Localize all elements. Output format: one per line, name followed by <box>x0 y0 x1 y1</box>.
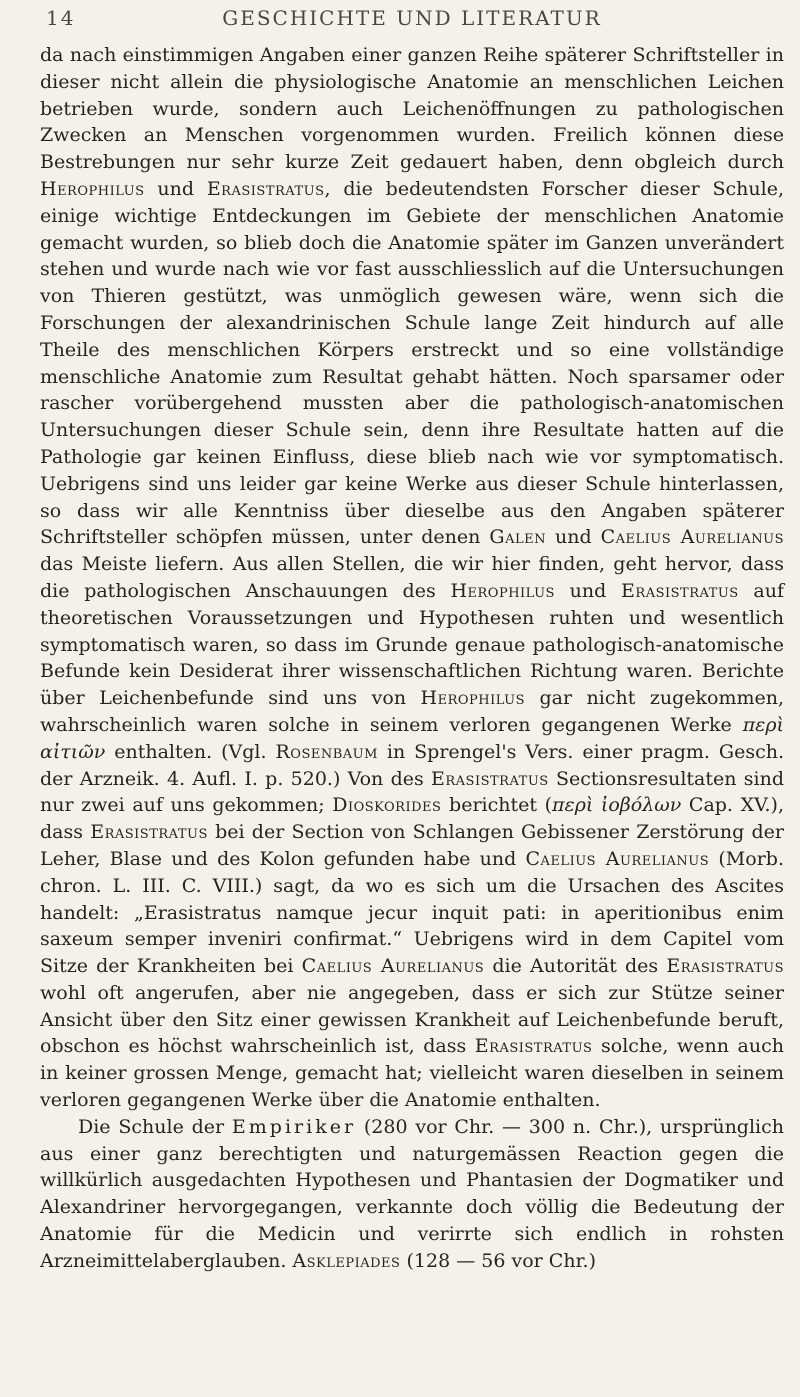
name-erasistratus: Erasistratus <box>666 955 784 978</box>
name-herophilus: Herophilus <box>420 687 526 710</box>
name-herophilus: Herophilus <box>40 177 145 200</box>
greek-title-peri-iobolon: περὶ ἰοβόλων <box>552 794 682 817</box>
name-asklepiades: Asklepiades <box>292 1249 401 1272</box>
name-galen: Galen <box>489 526 546 549</box>
name-erasistratus: Erasistratus <box>621 579 739 602</box>
name-erasistratus: Erasistratus <box>90 821 208 844</box>
greek-title-peri-aition: περὶ αἰτιῶν <box>40 713 784 763</box>
body-text <box>40 42 784 1275</box>
page-number: 14 <box>46 6 76 30</box>
running-title: GESCHICHTE UND LITERATUR <box>222 6 602 30</box>
term-empiriker: Empiriker <box>231 1115 357 1138</box>
running-head <box>40 6 784 42</box>
name-herophilus: Herophilus <box>450 579 555 602</box>
paragraph-alexandrian-school: da nach einstimmigen Angaben einer ganzen Reihe späterer Schriftsteller in dieser nicht allein die physiologische Anatomie an menschlichen Leichen betrieben wurde, sondern auch Leichenöffnungen zu pathologischen Zwecken an Menschen vorgenommen wurden. Freilich können diese Bestrebungen nur sehr kurze Zeit gedauert haben, denn obgleich durch Herophilus und Erasistratus, die bedeutendsten Forscher dieser Schule, einige wichtige Entdeckungen im Gebiete der menschlichen Anatomie gemacht wurden, so blieb doch die Anatomie später im Ganzen unverändert stehen und wurde nach wie vor fast ausschliesslich auf die Untersuchungen von Thieren gestützt, was unmöglich gewesen wäre, wenn sich die Forschungen der alexandrinischen Schule lange Zeit hindurch auf alle Theile des menschlichen Körpers erstreckt und so eine vollständige menschliche Anatomie zum Resultat gehabt hätten. Noch sparsamer oder rascher vorübergehend mussten aber die pathologisch-anatomischen Untersuchungen dieser Schule sein, denn ihre Resultate hatten auf die Pathologie gar keinen Einfluss, diese blieb nach wie vor symptomatisch. Uebrigens sind uns leider gar keine Werke aus dieser Schule hinterlassen, so dass wir alle Kenntniss über dieselbe aus den Angaben späterer Schriftsteller schöpfen müssen, unter denen Galen und Caelius Aurelianus das Meiste liefern. Aus allen Stellen, die wir hier finden, geht hervor, dass die pathologischen Anschauungen des Herophilus und Erasistratus auf theoretischen Voraussetzungen und Hypothesen ruhten und wesentlich symptomatisch waren, so dass im Grunde genaue pathologisch-anatomische Befunde kein Desiderat ihrer wissenschaftlichen Richtung waren. Berichte über Leichenbefunde sind uns von Herophilus gar nicht zugekommen, wahrscheinlich waren solche in seinem verloren gegangenen Werke περὶ αἰτιῶν enthalten. (Vgl. Rosenbaum in Sprengel's Vers. einer pragm. Gesch. der Arzneik. 4. Aufl. I. p. 520.) Von des Erasistratus Sectionsresultaten sind nur zwei auf uns gekommen; Dioskorides berichtet (περὶ ἰοβόλων Cap. XV.), dass Erasistratus bei der Section von Schlangen Gebissener Zerstörung der Leher, Blase und des Kolon gefunden habe und Caelius Aurelianus (Morb. chron. L. III. C. VIII.) sagt, da wo es sich um die Ursachen des Ascites handelt: „Erasistratus namque jecur inquit pati: in aperitionibus enim saxeum semper inveniri confirmat.“ Uebrigens wird in dem Capitel vom Sitze der Krankheiten bei Caelius Aurelianus die Autorität des Erasistratus wohl oft angerufen, aber nie angegeben, dass er sich zur Stütze seiner Ansicht über den Sitz einer gewissen Krankheit auf Leichenbefunde beruft, obschon es höchst wahrscheinlich ist, dass Erasistratus solche, wenn auch in keiner grossen Menge, gemacht hat; vielleicht waren dieselben in seinem verloren gegangenen Werke über die Anatomie enthalten. <box>40 44 785 1112</box>
name-erasistratus: Erasistratus <box>206 177 325 200</box>
name-erasistratus: Erasistratus <box>431 767 549 790</box>
name-caelius-aurelianus: Caelius Aurelianus <box>600 526 785 549</box>
name-caelius-aurelianus: Caelius Aurelianus <box>525 847 710 870</box>
name-erasistratus: Erasistratus <box>474 1035 593 1058</box>
name-dioskorides: Dioskorides <box>332 794 442 817</box>
paragraph-empiriker: Die Schule der Empiriker (280 vor Chr. — 300 n. Chr.), ursprünglich aus einer ganz berechtigten und naturgemässen Reaction gegen die willkürlich ausgedachten Hypothesen und Phantasien der Dogmatiker und Alexandriner hervorgegangen, verkannte doch völlig die Bedeutung der Anatomie für die Medicin und verirrte sich endlich in rohsten Arzneimittelaberglauben. Asklepiades (128 — 56 vor Chr.) <box>40 1115 785 1272</box>
name-rosenbaum: Rosenbaum <box>275 740 378 763</box>
name-caelius-aurelianus: Caelius Aurelianus <box>301 955 485 978</box>
